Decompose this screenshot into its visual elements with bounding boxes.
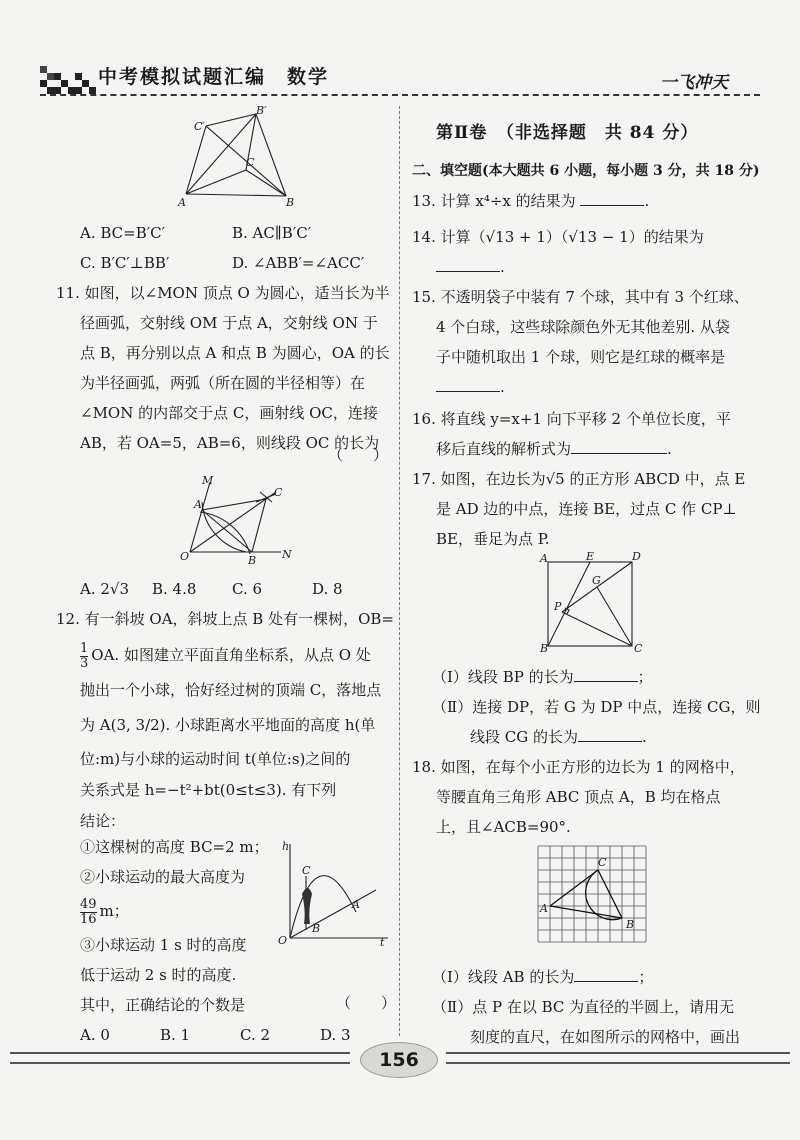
q11-line: 11. 如图，以∠MON 顶点 O 为圆心，适当长为半 (56, 284, 390, 302)
q11-line: AB，若 OA=5，AB=6，则线段 OC 的长为 (80, 434, 380, 452)
q10-options (80, 218, 364, 278)
q18-line: 上，且∠ACB=90°. (436, 818, 571, 836)
q12-frac2-num: 49 (80, 896, 97, 912)
q17 (412, 464, 745, 554)
q18-line: 等腰直角三角形 ABC 顶点 A，B 均在格点 (436, 788, 721, 806)
q18-subs (432, 962, 740, 1052)
q15-period: . (500, 378, 505, 396)
q16-line: 移后直线的解析式为 (436, 440, 572, 458)
q12-text (56, 604, 394, 837)
q16-line: 16. 将直线 y=x+1 向下平移 2 个单位长度，平 (412, 410, 731, 428)
fig12-label-t: t (380, 936, 385, 948)
fig11-label-b: B (248, 554, 257, 566)
q12-option-c: C. 2 (240, 1026, 271, 1044)
q11-options (80, 574, 343, 604)
fig17-label-p: P (554, 600, 562, 613)
fig11-label-c: C (274, 486, 283, 499)
q10-option-c: C. B′C′⊥BB′ (80, 254, 170, 272)
q12-line-frac (56, 635, 394, 675)
q18 (412, 752, 745, 842)
q18-line: 18. 如图，在每个小正方形的边长为 1 的网格中， (412, 758, 745, 776)
q10-option-b: B. AC∥B′C′ (232, 224, 312, 242)
fig11-label-m: M (202, 474, 214, 487)
q17-sub1-blank[interactable] (574, 681, 638, 682)
figure-q11 (176, 472, 296, 566)
q15-line: 15. 不透明袋子中装有 7 个球，其中有 3 个红球、 (412, 288, 749, 306)
q18-sub1: （Ⅰ）线段 AB 的长为 (432, 968, 575, 986)
fig17-label-b: B (540, 642, 549, 652)
q13-period: . (644, 192, 650, 210)
q12-option-d: D. 3 (320, 1026, 351, 1044)
q11-line: 点 B，再分别以点 A 和点 B 为圆心，OA 的长 (80, 344, 390, 362)
fig12-label-c: C (302, 864, 311, 877)
fig17-label-d: D (632, 550, 641, 563)
q12-fraction (80, 642, 88, 671)
q11-line: ∠MON 的内部交于点 C，画射线 OC，连接 (80, 404, 378, 422)
q11-answer-paren: （ ） (328, 446, 389, 464)
q12-item: m； (99, 902, 129, 920)
q12-item: ③小球运动 1 s 时的高度 (80, 936, 247, 954)
q15-line: 子中随机取出 1 个球，则它是红球的概率是 (436, 348, 726, 366)
header-title: 中考模拟试题汇编 数学 (98, 66, 330, 88)
q11-text (56, 278, 390, 458)
q17-line: BE，垂足为点 P. (436, 530, 550, 548)
q12-line: 结论： (80, 812, 126, 830)
q16 (412, 404, 731, 464)
q17-subs (432, 662, 761, 752)
footer-border-left (10, 1052, 350, 1064)
q18-sub2: （Ⅱ）点 P 在以 BC 为直径的半圆上，请用无 (432, 998, 735, 1016)
q12-item: 低于运动 2 s 时的高度. (80, 966, 237, 984)
part2-heading: 二、填空题(本大题共 6 小题，每小题 3 分，共 18 分) (412, 163, 760, 179)
q16-period: . (667, 440, 672, 458)
q15-line: 4 个白球，这些球除颜色外无其他差别. 从袋 (436, 318, 730, 336)
fig12-label-h: h (282, 840, 290, 853)
q17-sub1: （Ⅰ）线段 BP 的长为 (432, 668, 574, 686)
figure-q12 (276, 838, 396, 948)
fig10-label-a: A (178, 196, 186, 208)
q11-option-a: A. 2√3 (80, 580, 130, 598)
figure-q18-grid (532, 842, 656, 954)
fig10-label-c: C (246, 156, 255, 169)
q14-text: 14. 计算（√13 + 1）（√13 − 1）的结果为 (412, 228, 704, 246)
q12-frac-den: 3 (80, 655, 89, 671)
column-divider (399, 106, 400, 1036)
q12-item: ①这棵树的高度 BC=2 m； (80, 838, 269, 856)
q17-semicolon: ； (637, 668, 653, 686)
q12-line: 12. 有一斜坡 OA，斜坡上点 B 处有一棵树，OB= (56, 610, 394, 628)
figure-q17 (536, 548, 646, 652)
q13-answer-blank[interactable] (580, 205, 644, 206)
fig17-label-a: A (540, 552, 548, 565)
q12-line: OA. 如图建立平面直角坐标系，从点 O 处 (91, 646, 371, 664)
header-brand: 一飞冲天 (660, 73, 728, 93)
fig18-label-b: B (626, 918, 635, 931)
header-rule (40, 94, 760, 96)
fig17-label-e: E (586, 550, 595, 563)
q14-answer-blank[interactable] (436, 271, 500, 272)
q15-answer-blank[interactable] (436, 391, 500, 392)
q11-option-c: C. 6 (232, 580, 263, 598)
fig11-label-n: N (282, 548, 292, 561)
q12-frac2-den: 16 (80, 911, 97, 927)
q11-option-d: D. 8 (312, 580, 343, 598)
fig11-label-o: O (180, 550, 190, 563)
q12-line: 位:m)与小球的运动时间 t(单位:s)之间的 (80, 750, 351, 768)
q17-line: 是 AD 边的中点，连接 BE，过点 C 作 CP⊥ (436, 500, 737, 518)
fig12-label-b: B (312, 922, 321, 935)
fig17-label-g: G (592, 574, 601, 587)
q14-period: . (500, 258, 505, 276)
fig10-label-c-prime: C′ (194, 120, 205, 133)
q12-ask: 其中，正确结论的个数是 (80, 996, 246, 1014)
q18-sub1-blank[interactable] (574, 981, 638, 982)
q12-line: 为 A(3, 3/2). 小球距离水平地面的高度 h(单 (80, 716, 376, 734)
fig10-label-b-prime: B′ (256, 104, 267, 117)
q13-text: 13. 计算 x⁴÷x 的结果为 (412, 192, 576, 210)
q12-line: 抛出一个小球，恰好经过树的顶端 C，落地点 (80, 681, 382, 699)
q14 (412, 222, 704, 282)
q12-item: ②小球运动的最大高度为 (80, 868, 246, 886)
q17-sub2-blank[interactable] (578, 741, 642, 742)
q17-period: . (642, 728, 647, 746)
fig17-label-c: C (634, 642, 643, 652)
q11-option-b: B. 4.8 (152, 580, 197, 598)
q13 (412, 186, 649, 216)
q12-fraction-2 (80, 898, 97, 927)
q16-answer-blank[interactable] (571, 453, 667, 454)
fig12-label-a: A (352, 898, 360, 911)
fig12-label-o: O (278, 934, 288, 947)
q11-line: 为半径画弧，两弧（所在圆的半径相等）在 (80, 374, 366, 392)
q17-line: 17. 如图，在边长为√5 的正方形 ABCD 中，点 E (412, 470, 746, 488)
q10-option-d: D. ∠ABB′=∠ACC′ (232, 254, 365, 272)
q12-option-a: A. 0 (80, 1026, 110, 1044)
q12-answer-paren: （ ） (336, 994, 397, 1012)
footer-border-right (446, 1052, 790, 1064)
q18-semicolon: ； (638, 968, 654, 986)
header-checker-icon (40, 64, 102, 94)
fig18-label-c: C (598, 856, 607, 869)
q17-sub2-cont: 线段 CG 的长为 (470, 728, 578, 746)
q12-option-b: B. 1 (160, 1026, 191, 1044)
section-title: 第Ⅱ卷 （非选择题 共 84 分） (436, 123, 699, 143)
fig18-label-a: A (540, 902, 548, 915)
q12-line: 关系式是 h=−t²+bt(0≤t≤3). 有下列 (80, 781, 337, 799)
q17-sub2: （Ⅱ）连接 DP，若 G 为 DP 中点，连接 CG，则 (432, 698, 761, 716)
q18-sub2-cont: 刻度的直尺，在如图所示的网格中，画出 (470, 1028, 741, 1046)
fig10-label-b: B (286, 196, 295, 208)
q10-option-a: A. BC=B′C′ (80, 224, 166, 242)
q15 (412, 282, 749, 402)
q12-frac-num: 1 (80, 640, 89, 656)
fig11-label-a: A (194, 498, 202, 511)
q11-line: 径画弧，交射线 OM 于点 A，交射线 ON 于 (80, 314, 378, 332)
page-number: 156 (360, 1042, 438, 1078)
figure-q10 (176, 104, 296, 208)
